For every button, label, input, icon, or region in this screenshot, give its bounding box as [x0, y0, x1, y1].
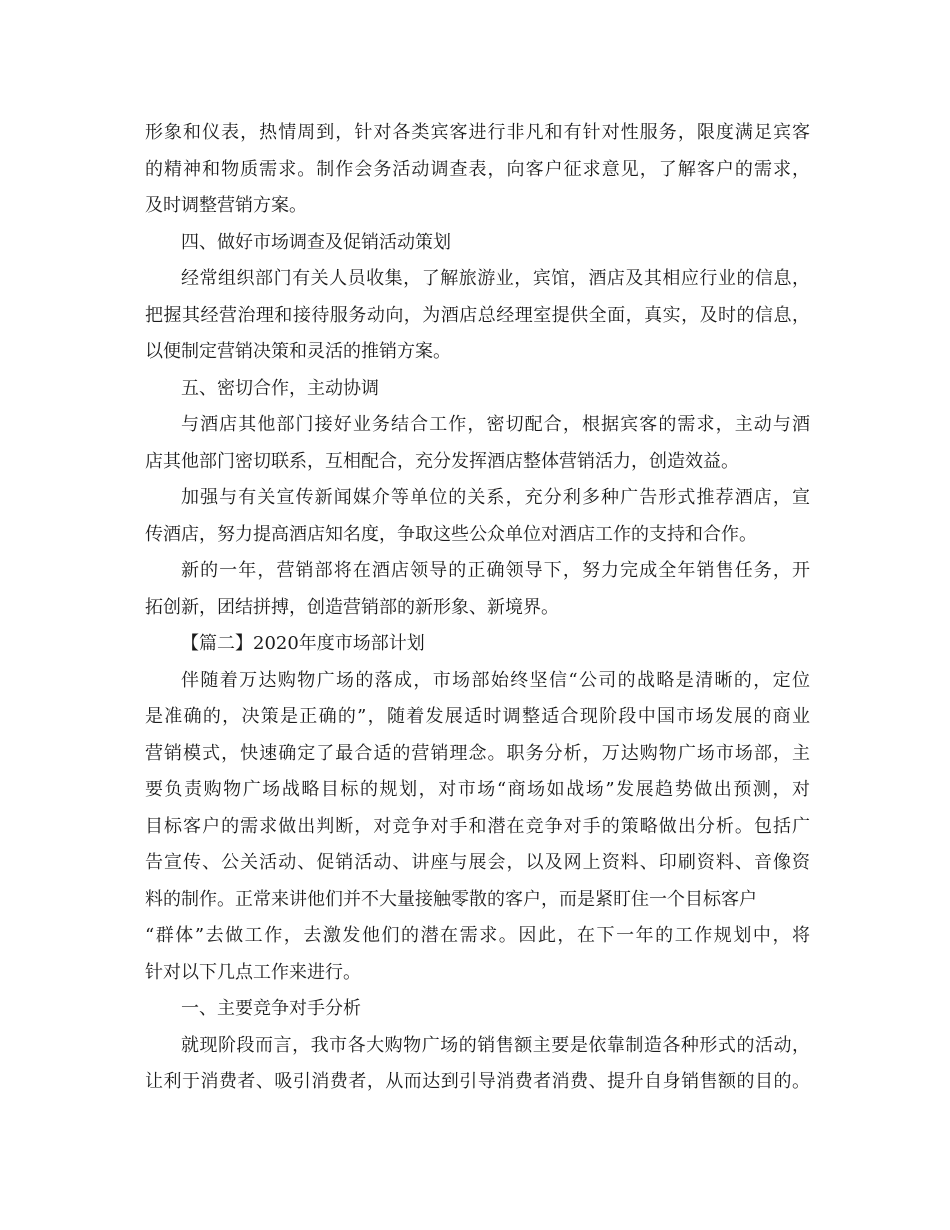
section-heading: 【篇二】2020年度市场部计划	[181, 633, 425, 654]
text-line: 料的制作。正常来讲他们并不大量接触零散的客户，而是紧盯住一个目标客户	[145, 888, 757, 910]
text-line: 针对以下几点工作来进行。	[145, 961, 361, 983]
text-line: 就现阶段而言，我市各大购物广场的销售额主要是依靠制造各种形式的活动，	[181, 1034, 810, 1056]
section-heading: 五、密切合作，主动协调	[181, 377, 379, 399]
text-line: 把握其经营治理和接待服务动向，为酒店总经理室提供全面，真实，及时的信息，	[145, 304, 810, 326]
text-line: 告宣传、公关活动、促销活动、讲座与展会，以及网上资料、印刷资料、音像资	[145, 852, 810, 873]
section-heading: 一、主要竞争对手分析	[181, 998, 361, 1019]
text-line: 让利于消费者、吸引消费者，从而达到引导消费者消费、提升自身销售额的目的。	[145, 1071, 810, 1092]
text-line: 及时调整营销方案。	[145, 195, 307, 216]
text-line: 新的一年，营销部将在酒店领导的正确领导下，努力完成全年销售任务，开	[181, 560, 810, 581]
text-line: 伴随着万达购物广场的落成，市场部始终坚信“公司的战略是清晰的，定位	[181, 669, 810, 691]
text-line: 营销模式，快速确定了最合适的营销理念。职务分析，万达购物广场市场部，主	[145, 742, 810, 764]
text-line: 拓创新，团结拼搏，创造营销部的新形象、新境界。	[145, 596, 559, 618]
document-page	[145, 115, 810, 1101]
text-line: “群体”去做工作，去激发他们的潜在需求。因此，在下一年的工作规划中，将	[145, 925, 810, 946]
text-line: 要负责购物广场战略目标的规划，对市场“商场如战场”发展趋势做出预测，对	[145, 779, 810, 800]
text-line: 店其他部门密切联系，互相配合，充分发挥酒店整体营销活力，创造效益。	[145, 450, 739, 472]
text-line: 的精神和物质需求。制作会务活动调查表，向客户征求意见，了解客户的需求，	[145, 158, 810, 180]
text-line: 以便制定营销决策和灵活的推销方案。	[145, 341, 451, 362]
text-line: 与酒店其他部门接好业务结合工作，密切配合，根据宾客的需求，主动与酒	[181, 414, 810, 435]
text-line: 形象和仪表，热情周到，针对各类宾客进行非凡和有针对性服务，限度满足宾客	[145, 122, 810, 143]
section-heading: 四、做好市场调查及促销活动策划	[181, 231, 451, 253]
text-line: 加强与有关宣传新闻媒介等单位的关系，充分利多种广告形式推荐酒店，宣	[181, 487, 810, 508]
text-line: 是准确的，决策是正确的”，随着发展适时调整适合现阶段中国市场发展的商业	[145, 706, 810, 727]
text-line: 目标客户的需求做出判断，对竞争对手和潜在竞争对手的策略做出分析。包括广	[145, 815, 810, 837]
text-line: 传酒店，努力提高酒店知名度，争取这些公众单位对酒店工作的支持和合作。	[145, 523, 757, 545]
text-line: 经常组织部门有关人员收集，了解旅游业，宾馆，酒店及其相应行业的信息，	[181, 268, 810, 289]
